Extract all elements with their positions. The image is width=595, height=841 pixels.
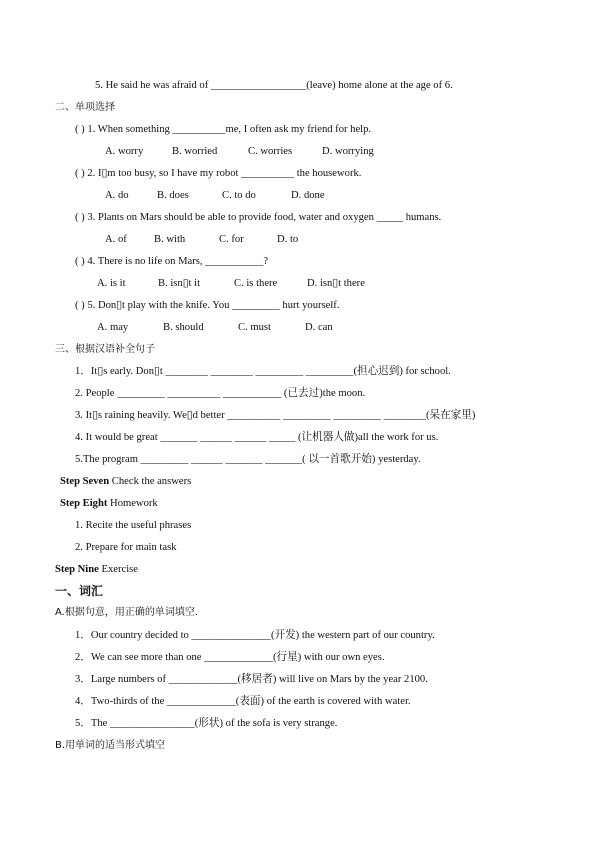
mc5-option-c: C. must xyxy=(238,322,271,333)
mc-question-2: ( ) 2. I▯m too busy, so I have my robot __________ the housework. xyxy=(75,168,362,179)
part-b-instructions: B.用单词的适当形式填空 xyxy=(55,740,166,751)
vocab-item-1: 1．Our country decided to _______________(开发) the western part of our country. xyxy=(75,630,435,641)
homework-item-1: 1. Recite the useful phrases xyxy=(75,520,192,531)
mc4-option-d: D. isn▯t there xyxy=(307,278,365,289)
mc3-option-c: C. for xyxy=(219,234,244,245)
mc4-option-a: A. is it xyxy=(97,278,126,289)
step-nine-text: Exercise xyxy=(98,564,138,575)
homework-item-2: 2. Prepare for main task xyxy=(75,542,177,553)
sentence-2: 2. People _________ __________ ___________ (已去过)the moon. xyxy=(75,388,366,399)
sentence-5: 5.The program _________ ______ _______ _______( 以一首歌开始) yesterday. xyxy=(75,454,421,465)
mc4-option-b: B. isn▯t it xyxy=(158,278,201,289)
mc2-option-d: D. done xyxy=(291,190,325,201)
mc3-option-d: D. to xyxy=(277,234,299,245)
mc5-option-a: A. may xyxy=(97,322,129,333)
step-seven-text: Check the answers xyxy=(109,476,192,487)
vocab-title: 一、词汇 xyxy=(55,584,104,598)
step-eight xyxy=(60,497,158,511)
mc3-option-b: B. with xyxy=(154,234,186,245)
vocab-item-3: 3．Large numbers of _____________(移居者) will live on Mars by the year 2100. xyxy=(75,674,428,685)
mc1-option-b: B. worried xyxy=(172,146,218,157)
section-3-title: 三、根据汉语补全句子 xyxy=(55,344,155,355)
mc5-option-d: D. can xyxy=(305,322,333,333)
mc3-option-a: A. of xyxy=(105,234,127,245)
step-seven-label: Step Seven xyxy=(60,476,110,487)
step-eight-text: Homework xyxy=(107,498,158,509)
step-seven xyxy=(60,475,191,489)
mc2-option-b: B. does xyxy=(157,190,189,201)
mc2-option-c: C. to do xyxy=(222,190,256,201)
vocab-item-4: 4．Two-thirds of the _____________(表面) of the earth is covered with water. xyxy=(75,696,411,707)
step-eight-label: Step Eight xyxy=(60,498,108,509)
mc-question-5: ( ) 5. Don▯t play with the knife. You _________ hurt yourself. xyxy=(75,300,340,311)
mc1-option-a: A. worry xyxy=(105,146,144,157)
step-nine-label: Step Nine xyxy=(55,564,99,575)
mc-question-3: ( ) 3. Plants on Mars should be able to provide food, water and oxygen _____ humans. xyxy=(75,212,442,223)
mc1-option-c: C. worries xyxy=(248,146,293,157)
vocab-item-2: 2．We can see more than one _____________(行星) with our own eyes. xyxy=(75,652,385,663)
part-a-instructions: A.根据句意，用正确的单词填空. xyxy=(55,607,199,618)
mc4-option-c: C. is there xyxy=(234,278,278,289)
mc5-option-b: B. should xyxy=(163,322,204,333)
mc-question-4: ( ) 4. There is no life on Mars, ___________? xyxy=(75,256,269,267)
sentence-3: 3. It▯s raining heavily. We▯d better __________ _________ _________ ________(呆在家里) xyxy=(75,410,476,421)
sentence-1: 1．It▯s early. Don▯t ________ ________ _________ _________(担心迟到) for school. xyxy=(75,366,451,377)
step-nine xyxy=(55,563,138,577)
vocab-item-5: 5．The ________________(形状) of the sofa is very strange. xyxy=(75,718,338,729)
section-2-title: 二、单项选择 xyxy=(55,102,115,113)
mc2-option-a: A. do xyxy=(105,190,129,201)
fill-question-5: 5. He said he was afraid of __________________(leave) home alone at the age of 6. xyxy=(95,80,453,91)
mc1-option-d: D. worrying xyxy=(322,146,374,157)
sentence-4: 4. It would be great _______ ______ ______ _____ (让机器人做)all the work for us. xyxy=(75,432,439,443)
mc-question-1: ( ) 1. When something __________me, I often ask my friend for help. xyxy=(75,124,372,135)
